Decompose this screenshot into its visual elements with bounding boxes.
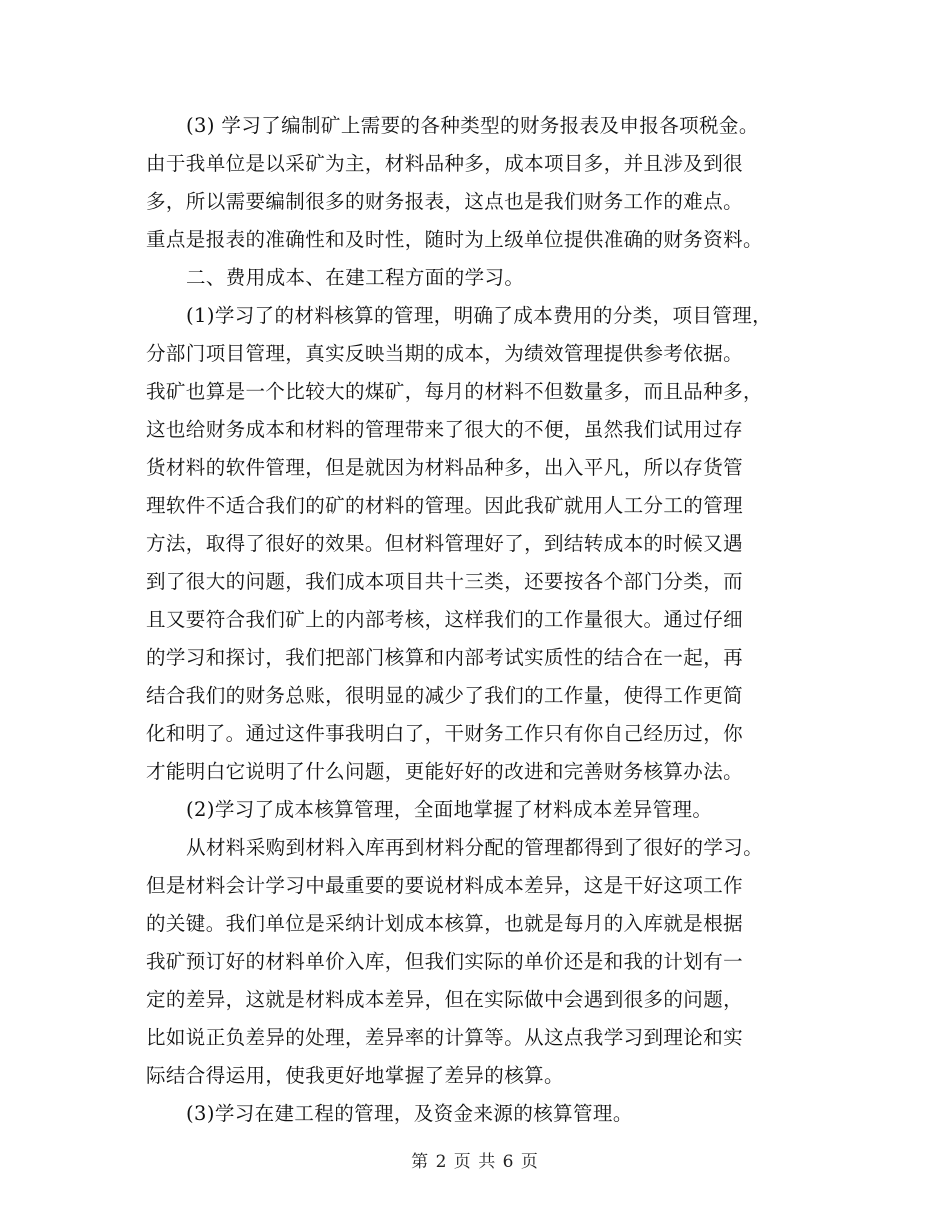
text-line: 化和明了。通过这件事我明白了，干财务工作只有你自己经历过，你 xyxy=(146,722,744,745)
text-line: 结合我们的财务总账，很明显的减少了我们的工作量，使得工作更简 xyxy=(146,684,744,707)
text-line: 我矿预订好的材料单价入库，但我们实际的单价还是和我的计划有一 xyxy=(146,950,744,973)
text-line: 的学习和探讨，我们把部门核算和内部考试实质性的结合在一起，再 xyxy=(146,646,744,669)
text-line: 到了很大的问题，我们成本项目共十三类，还要按各个部门分类，而 xyxy=(146,570,744,593)
text-line: 的关键。我们单位是采纳计划成本核算，也就是每月的入库就是根据 xyxy=(146,912,744,935)
text-line: 从材料采购到材料入库再到材料分配的管理都得到了很好的学习。 xyxy=(186,836,764,859)
text-line: 才能明白它说明了什么问题，更能好好的改进和完善财务核算办法。 xyxy=(146,760,744,783)
text-line: 我矿也算是一个比较大的煤矿，每月的材料不但数量多，而且品种多， xyxy=(146,380,763,403)
text-line: (2)学习了成本核算管理，全面地掌握了材料成本差异管理。 xyxy=(186,798,713,821)
text-line: 但是材料会计学习中最重要的要说材料成本差异，这是干好这项工作 xyxy=(146,874,744,897)
text-line: (3) 学习了编制矿上需要的各种类型的财务报表及申报各项税金。 xyxy=(186,114,759,137)
text-line: 这也给财务成本和材料的管理带来了很大的不便，虽然我们试用过存 xyxy=(146,418,744,441)
text-line: 定的差异，这就是材料成本差异，但在实际做中会遇到很多的问题， xyxy=(146,988,744,1011)
text-line: 由于我单位是以采矿为主，材料品种多，成本项目多，并且涉及到很 xyxy=(146,152,744,175)
text-line: 比如说正负差异的处理，差异率的计算等。从这点我学习到理论和实 xyxy=(146,1026,744,1049)
text-line: (1)学习了的材料核算的管理，明确了成本费用的分类，项目管理， xyxy=(186,304,773,327)
text-line: (3)学习在建工程的管理，及资金来源的核算管理。 xyxy=(186,1102,633,1125)
text-line: 且又要符合我们矿上的内部考核，这样我们的工作量很大。通过仔细 xyxy=(146,608,744,631)
text-line: 多，所以需要编制很多的财务报表，这点也是我们财务工作的难点。 xyxy=(146,190,744,213)
text-line: 货材料的软件管理，但是就因为材料品种多，出入平凡，所以存货管 xyxy=(146,456,744,479)
text-line: 理软件不适合我们的矿的材料的管理。因此我矿就用人工分工的管理 xyxy=(146,494,744,517)
page-footer: 第 2 页 共 6 页 xyxy=(411,1152,539,1172)
text-line: 方法，取得了很好的效果。但材料管理好了，到结转成本的时候又遇 xyxy=(146,532,744,555)
text-line: 际结合得运用，使我更好地掌握了差异的核算。 xyxy=(146,1064,564,1087)
section-heading: 二、费用成本、在建工程方面的学习。 xyxy=(186,266,525,289)
text-line: 分部门项目管理，真实反映当期的成本，为绩效管理提供参考依据。 xyxy=(146,342,744,365)
text-line: 重点是报表的准确性和及时性，随时为上级单位提供准确的财务资料。 xyxy=(146,228,763,251)
